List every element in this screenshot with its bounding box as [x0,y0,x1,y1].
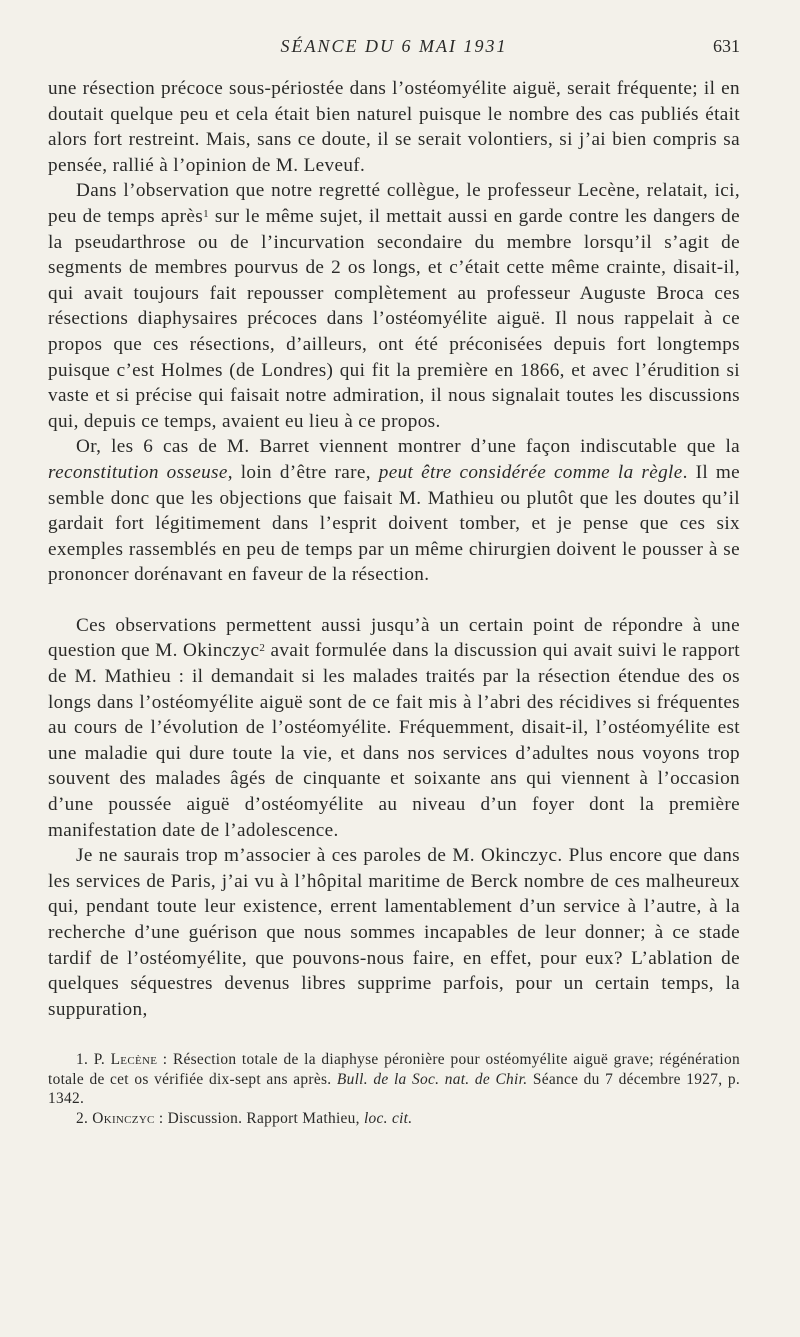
paragraph-2-text-a: Dans l’observation que notre regretté collègue, le professeur Lecène, relatait, ici, peu de temps après [48,180,740,227]
footnote-1-text-b: Séance du 7 décembre 1927, p. 1342. [48,1070,741,1108]
book-page [48,36,740,1128]
footnotes [48,1050,740,1128]
paragraph-3 [48,434,740,588]
running-title: SÉANCE DU 6 MAI 1931 [280,36,508,56]
paragraph-1: une résection précoce sous-périostée dans l’ostéomyélite aiguë, serait fréquente; il en doutait quelque peu et cela était bien naturel puisque le nombre des cas publiés était alors fort restreint. Mais, sans ce doute, il se serait volontiers, si j’ai bien compris sa pensée, rallié à l’opinion de M. Leveuf. [48,78,740,176]
running-header [48,36,740,62]
footnote-ref-1: 1 [203,207,209,220]
footnote-2-author: Okinczyc [92,1109,155,1127]
footnote-1 [48,1050,740,1109]
footnote-2-text-a: : Discussion. Rapport Mathieu, [154,1109,364,1127]
page-number: 631 [713,36,740,56]
paragraph-2 [48,178,740,434]
footnote-1-text-a: : Résection totale de la diaphyse péronière pour ostéomyélite aiguë grave; régénération totale de cet os vérifiée dix-sept ans après. [48,1051,741,1088]
footnote-1-journal: Bull. de la Soc. nat. de Chir. [336,1070,528,1088]
paragraph-3-emphasis-1: reconstitution osseuse [48,461,228,483]
paragraph-3-text-c: . Il me semble donc que les objections que faisait M. Mathieu ou plutôt que les doutes qu’il gardait fort légitimement dans l’esprit doivent tomber, et je pense que ces six exemples rassemblés en peu de temps par un même chirurgien doivent le pousser à se prononcer dorénavant en faveur de la résection. [48,461,740,586]
footnote-1-number: 1. P. [76,1051,111,1069]
footnote-1-author: Lecène [110,1051,158,1069]
paragraph-4 [48,613,740,843]
paragraph-4-text-a: Ces observations permettent aussi jusqu’à un certain point de répondre à une question que M. Okinczyc [48,614,740,662]
footnote-2-number: 2. [76,1109,93,1127]
paragraph-3-text-b: , loin d’être rare, [227,461,379,483]
footnote-2-citation: loc. cit. [363,1109,413,1127]
paragraph-2-text-b: sur le même sujet, il mettait aussi en garde contre les dangers de la pseudarthrose ou de l’incurvation secondaire du membre lorsqu’il s’agit de segments de membres pourvus de 2 os longs, et c’était cette même crainte, disait-il, qui avait toujours fait repousser complètement au professeur Auguste Broca ces résections diaphysaires précoces dans l’ostéomyélite aiguë. Il nous rappelait à ce propos que ces résections, d’ailleurs, ont été préconisées depuis fort longtemps puisque c’est Holmes (de Londres) qui fit la première en 1866, et avec l’érudition si vaste et si précise qui faisait notre admiration, il nous signalait toutes les discussions qui, depuis ce temps, avaient eu lieu à ce propos. [48,205,740,432]
paragraph-3-emphasis-2: peut être considérée comme la règle [378,461,683,483]
paragraph-4-text-b: avait formulée dans la discussion qui avait suivi le rapport de M. Mathieu : il demandait si les malades traités par la résection étendue des os longs dans l’ostéomyélite aiguë sont de ce fait mis à l’abri des récidives si fréquentes au cours de l’évolution de l’ostéomyélite. Fréquemment, disait-il, l’ostéomyélite est une maladie qui dure toute la vie, et dans nos services d’adultes nous voyons trop souvent des malades âgés de cinquante et soixante ans qui viennent à l’occasion d’une poussée aiguë d’ostéomyélite au niveau d’un foyer dont la première manifestation date de l’adolescence. [48,640,740,841]
paragraph-5: Je ne saurais trop m’associer à ces paroles de M. Okinczyc. Plus encore que dans les services de Paris, j’ai vu à l’hôpital maritime de Berck nombre de ces malheureux qui, pendant toute leur existence, errent lamentablement d’un service à l’autre, à la recherche d’une guérison que nous sommes incapables de leur donner; à ce stade tardif de l’ostéomyélite, que pouvons-nous faire, en effet, pour eux? L’ablation de quelques séquestres devenus libres supprime parfois, pour un certain temps, la suppuration, [48,845,740,1020]
footnote-2 [48,1109,740,1129]
main-text [48,76,740,1022]
paragraph-3-text-a: Or, les 6 cas de M. Barret viennent montrer d’une façon indiscutable que la [76,436,740,458]
footnote-ref-2: 2 [259,642,266,655]
